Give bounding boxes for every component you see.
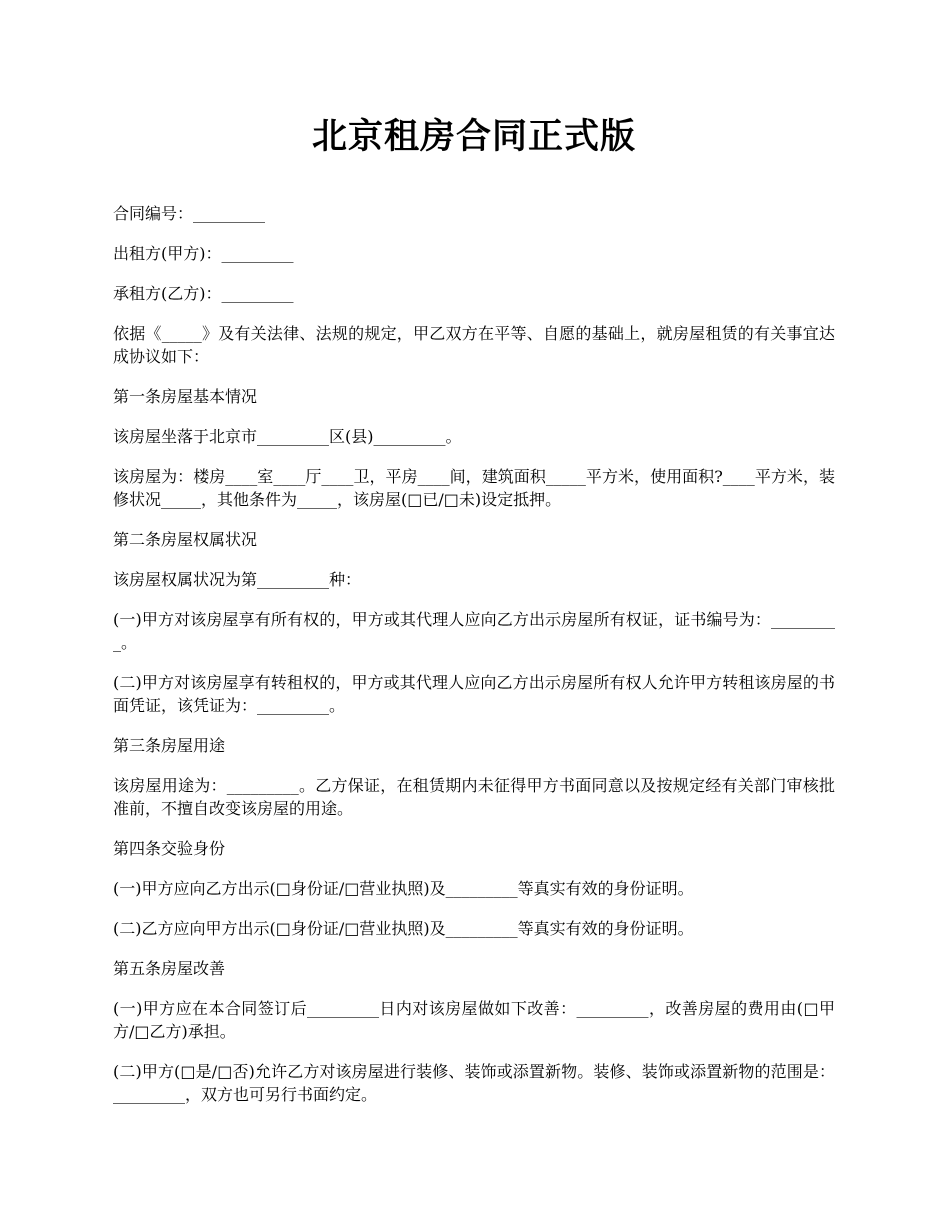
article-1-heading: 第一条房屋基本情况 — [113, 387, 258, 406]
document-title: 北京租房合同正式版 — [311, 117, 636, 157]
article-2-heading: 第二条房屋权属状况 — [113, 530, 258, 549]
identity-clause-1: (一)甲方应向乙方出示(□身份证/□营业执照)及_________等真实有效的身份证明。 — [113, 879, 694, 898]
preamble-paragraph: 依据《_____》及有关法律、法规的规定，甲乙双方在平等、自愿的基础上，就房屋租赁的有关事宜达成协议如下： — [113, 324, 835, 366]
house-location-paragraph: 该房屋坐落于北京市_________区(县)_________。 — [113, 427, 462, 446]
ownership-type-paragraph: 该房屋权属状况为第_________种： — [113, 570, 362, 589]
ownership-clause-2: (二)甲方对该房屋享有转租权的，甲方或其代理人应向乙方出示房屋所有权人允许甲方转租该房屋的书面凭证，该凭证为：_________。 — [113, 673, 835, 715]
article-4-heading: 第四条交验身份 — [113, 839, 226, 858]
house-details-paragraph: 该房屋为：楼房____室____厅____卫，平房____间，建筑面积_____平方米，使用面积?____平方米，装修状况_____，其他条件为_____，该房屋(□已/□未)设定抵押。 — [113, 467, 835, 509]
contract-number: 合同编号：_________ — [113, 204, 266, 223]
lessor-line: 出租方(甲方)：_________ — [113, 244, 294, 263]
improvement-clause-1: (一)甲方应在本合同签订后_________日内对该房屋做如下改善：_________，改善房屋的费用由(□甲方/□乙方)承担。 — [113, 999, 835, 1041]
identity-clause-2: (二)乙方应向甲方出示(□身份证/□营业执照)及_________等真实有效的身份证明。 — [113, 919, 694, 938]
article-3-heading: 第三条房屋用途 — [113, 736, 226, 755]
ownership-clause-1: (一)甲方对该房屋享有所有权的，甲方或其代理人应向乙方出示房屋所有权证，证书编号为：_________。 — [113, 610, 835, 652]
house-usage-paragraph: 该房屋用途为：_________。乙方保证，在租赁期内未征得甲方书面同意以及按规定经有关部门审核批准前，不擅自改变该房屋的用途。 — [113, 776, 835, 818]
article-5-heading: 第五条房屋改善 — [113, 959, 226, 978]
lessee-line: 承租方(乙方)：_________ — [113, 284, 294, 303]
document-page — [113, 112, 835, 1123]
improvement-clause-2: (二)甲方(□是/□否)允许乙方对该房屋进行装修、装饰或添置新物。装修、装饰或添置新物的范围是：_________，双方也可另行书面约定。 — [113, 1062, 835, 1104]
